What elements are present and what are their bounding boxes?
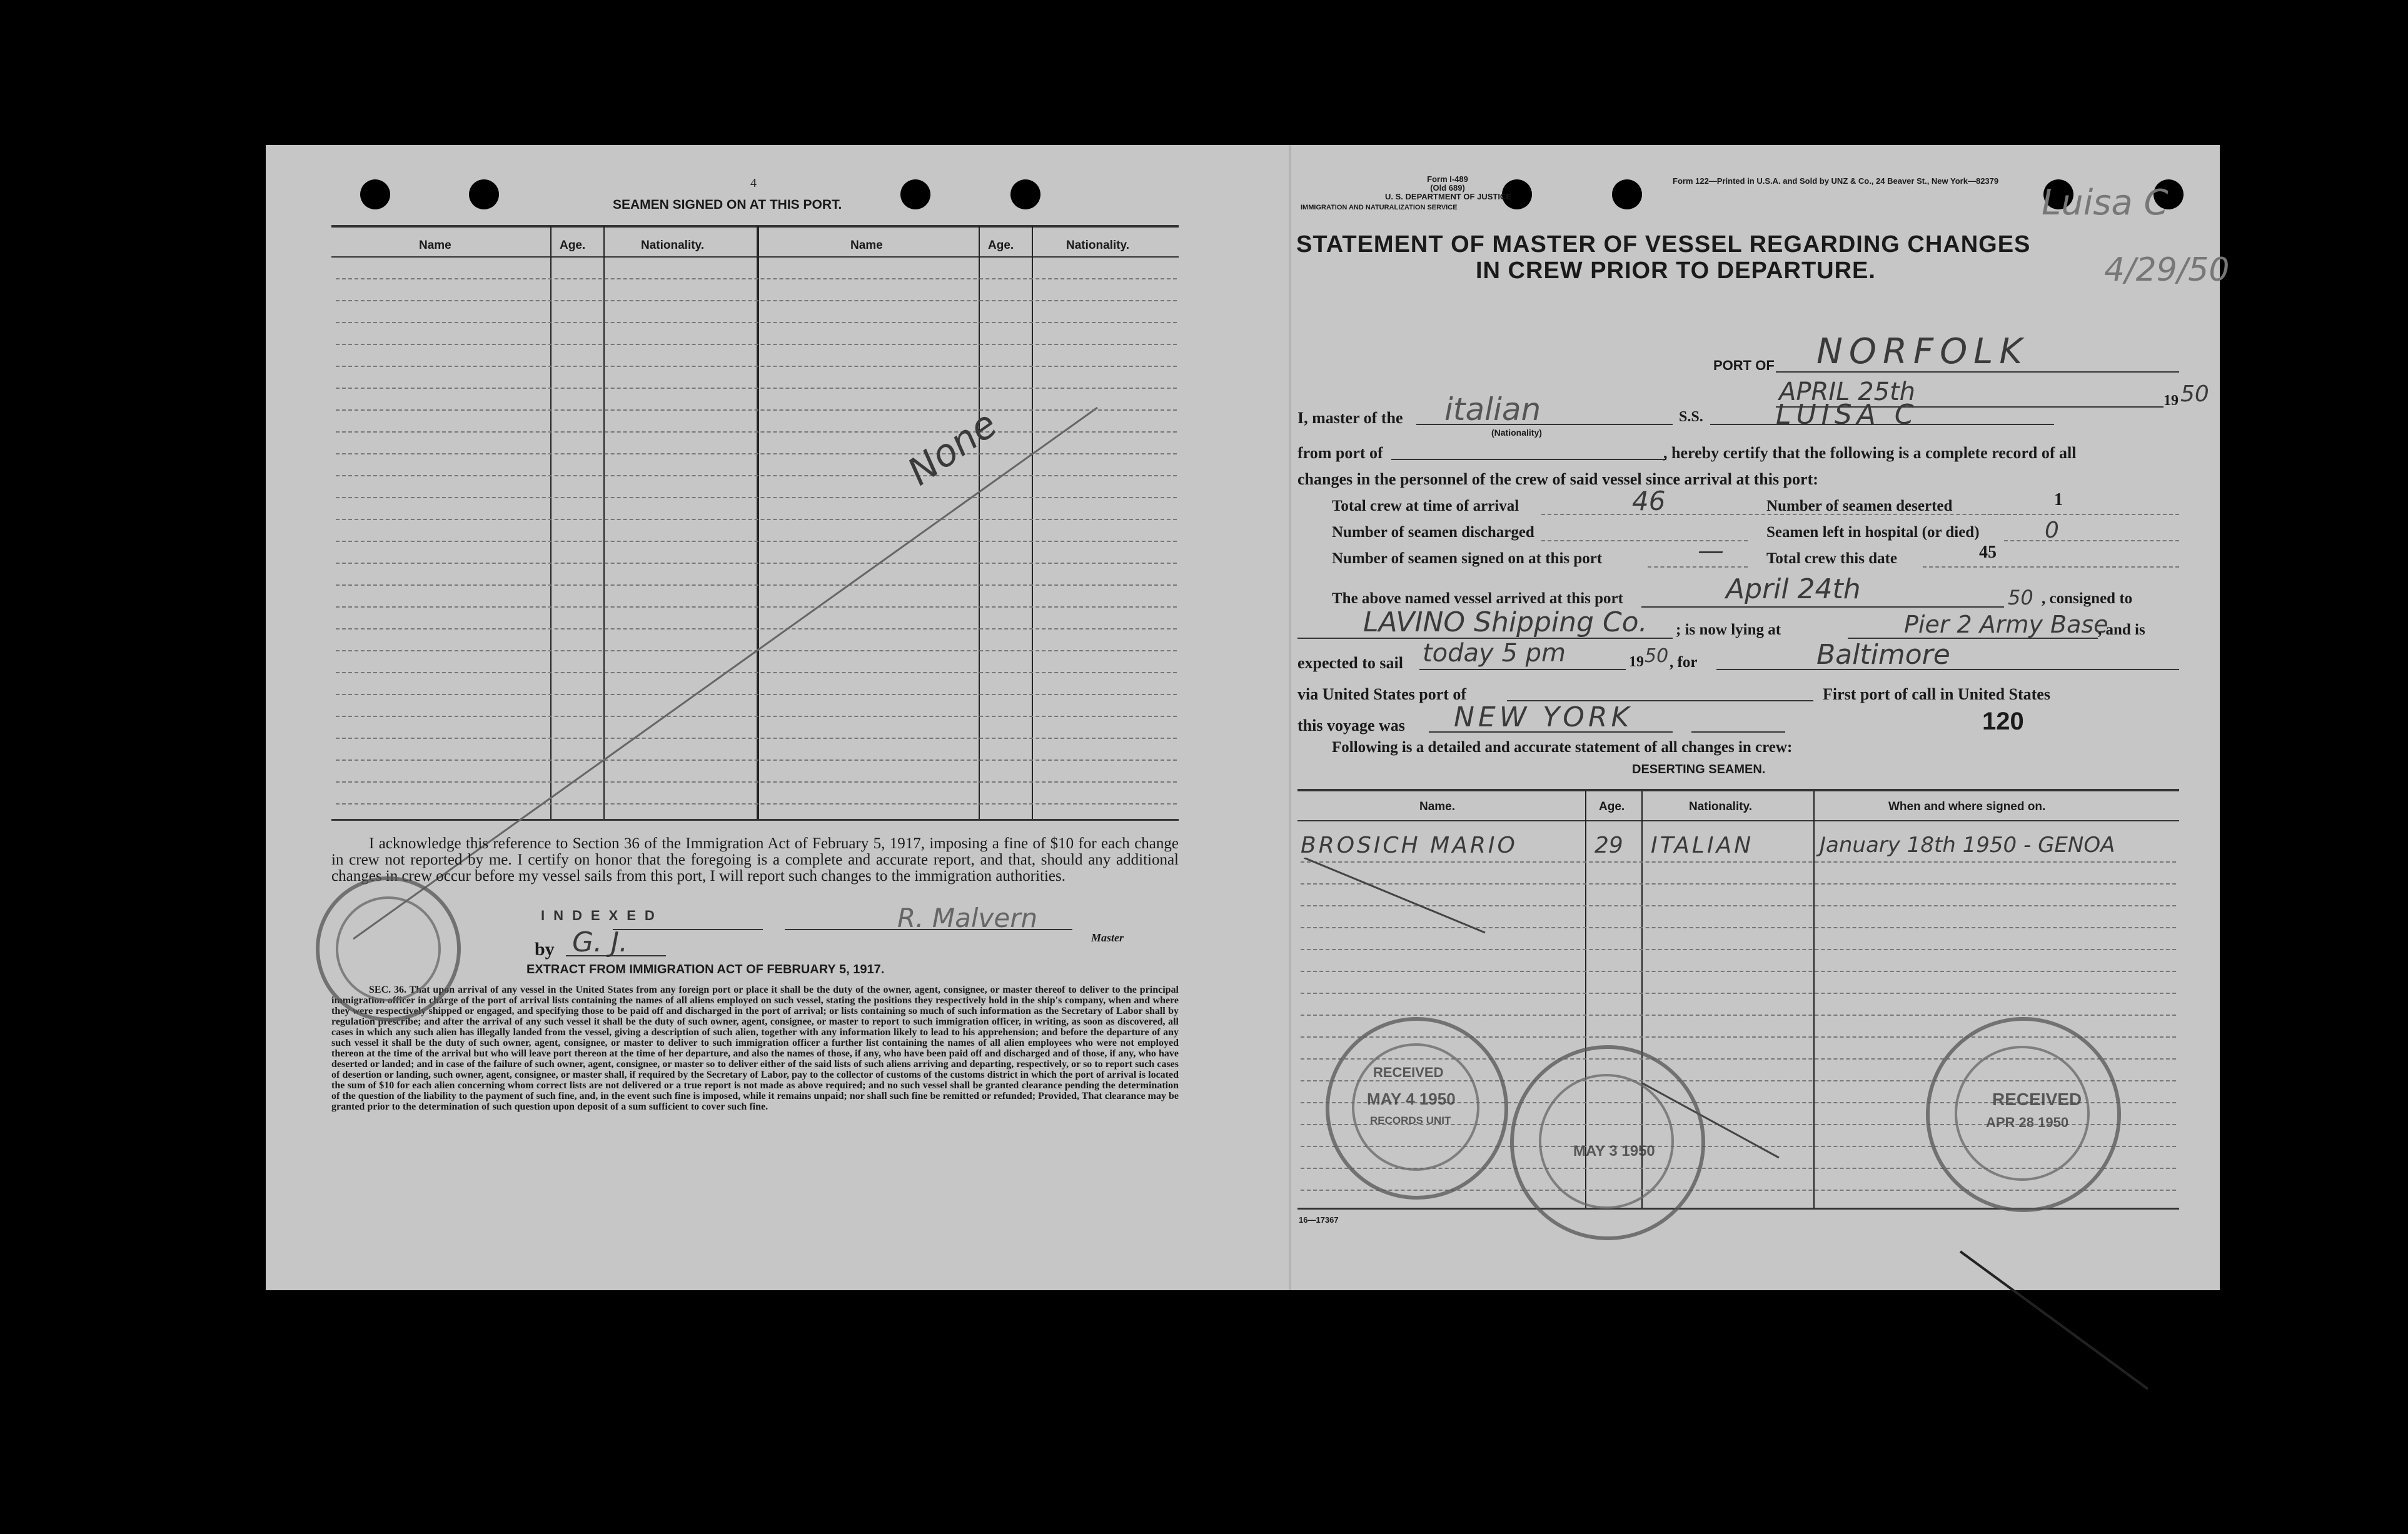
- voyage-value: NEW YORK: [1454, 701, 1633, 733]
- total-crew-date-value: 45: [1979, 543, 1997, 562]
- master-signature: R. Malvern: [897, 903, 1038, 933]
- signed-on-value: —: [1698, 535, 1724, 566]
- column-header: Age.: [988, 239, 1014, 252]
- postal-stamp: [316, 876, 461, 1021]
- expected-year: 50: [1645, 645, 1669, 667]
- column-header: Age.: [560, 239, 586, 252]
- ss-label: S.S.: [1679, 409, 1703, 425]
- expected-year-prefix: 19: [1629, 654, 1644, 670]
- indexed-stamp: INDEXED: [541, 908, 663, 923]
- deserting-title: DESERTING SEAMEN.: [1632, 763, 1766, 776]
- lying-label: ; is now lying at: [1676, 621, 1781, 638]
- and-is-label: , and is: [2098, 621, 2145, 638]
- column-header: Name.: [1419, 800, 1456, 813]
- form-subtitle: IN CREW PRIOR TO DEPARTURE.: [1476, 258, 1876, 284]
- form-title: STATEMENT OF MASTER OF VESSEL REGARDING CHANGES: [1296, 231, 2031, 258]
- arrived-label: The above named vessel arrived at this port: [1332, 590, 1623, 607]
- form-info: [1385, 175, 1510, 201]
- deserted-label: Number of seamen deserted: [1766, 498, 1953, 514]
- column-header: Age.: [1599, 800, 1625, 813]
- arrived-value: April 24th: [1726, 573, 1861, 605]
- punch-hole: [900, 179, 930, 209]
- stamp-unit-text: RECORDS UNIT: [1370, 1115, 1451, 1126]
- via-label: via United States port of: [1297, 685, 1467, 703]
- port-value: NORFOLK: [1816, 331, 2029, 372]
- year-value: 50: [2180, 381, 2209, 407]
- corner-handwriting: Luisa C: [2042, 183, 2169, 223]
- consigned-label: , consigned to: [2042, 590, 2133, 607]
- form-number: Form I-489: [1427, 174, 1468, 184]
- received-stamp: [1510, 1045, 1705, 1240]
- center-fold: [1289, 145, 1291, 1290]
- deserter-nationality: ITALIAN: [1651, 833, 1754, 858]
- stamp-date-text: MAY 4 1950: [1367, 1090, 1456, 1108]
- stamp-received-text: RECEIVED: [1373, 1065, 1444, 1080]
- discharged-label: Number of seamen discharged: [1332, 524, 1534, 541]
- extract-title: EXTRACT FROM IMMIGRATION ACT OF FEBRUARY 5, 1917.: [526, 963, 885, 976]
- hospital-label: Seamen left in hospital (or died): [1766, 524, 1980, 541]
- column-header: Name: [419, 239, 451, 252]
- from-port-label: from port of: [1297, 444, 1383, 462]
- stamp-date-text: APR 28 1950: [1986, 1115, 2069, 1130]
- column-header: Nationality.: [1689, 800, 1752, 813]
- deserter-age: 29: [1594, 833, 1623, 858]
- lying-value: Pier 2 Army Base: [1904, 611, 2108, 638]
- punch-hole: [1010, 179, 1040, 209]
- master-of-label: I, master of the: [1297, 409, 1403, 427]
- nationality-value: italian: [1444, 391, 1541, 428]
- voyage-label: this voyage was: [1297, 716, 1405, 734]
- total-crew-arrival-label: Total crew at time of arrival: [1332, 498, 1519, 514]
- extract-text: SEC. 36. That upon arrival of any vessel in the United States from any foreign port or place it shall be the duty of the owner, agent, consignee, or master thereof to deliver to the principal immigration officer in charge of the port of arrival lists containing the names of all aliens employed on such vessel, stating the positions they respectively hold in the ship's company, when and where they were respectively shipped or engaged, and specifying those to be paid off and discharged in the port of arrival; or lists containing so much of such information as the Secretary of Labor shall by regulation prescribe; and after the arrival of any such vessel it shall be the duty of such owner, agent, consignee, or master to report to such immigration officer, in writing, as soon as discovered, all cases in which any such alien has illegally landed from the vessel, giving a description of such alien, together with any information likely to lead to his apprehension; and before the departure of any such vessel it shall be the duty of such owner, agent, consignee, or master to deliver to such immigration officer a further list containing the names of all alien employees who were not employed thereon at the time of the arrival but who will leave port thereon at the time of her departure, and also the names of those, if any, who have been paid off and discharged and of those, if any, who have deserted or landed; and in case of the failure of such owner, agent, consignee, or master so to deliver either of the said lists of such aliens arriving and departing, respectively, or so to report such cases of desertion or landing, such owner, agent, consignee, or master shall, if required by the Secretary of Labor, pay to the collector of customs of the customs district in which the port of arrival is located the sum of $10 for each alien concerning whom correct lists are not delivered or a true report is not made as above required; and no such vessel shall be granted clearance pending the determination of the question of the liability to the payment of such fine, and, in the event such fine is imposed, while it remains unpaid; nor shall such fine be remitted or refunded; Provided, That clearance may be granted prior to the determination of such question upon deposit of a sum sufficient to cover such fine.: [331, 985, 1179, 1112]
- arrived-year: 50: [2008, 586, 2033, 609]
- service-name: IMMIGRATION AND NATURALIZATION SERVICE: [1301, 204, 1458, 211]
- column-header: Nationality.: [641, 239, 704, 252]
- date-value: APRIL 25th: [1779, 378, 1916, 406]
- punch-hole: [469, 179, 499, 209]
- document-sheet: [266, 145, 2230, 1290]
- nationality-caption: (Nationality): [1491, 428, 1542, 438]
- signed-on-label: Number of seamen signed on at this port: [1332, 550, 1603, 567]
- year-prefix: 19: [2164, 393, 2179, 409]
- column-header: When and where signed on.: [1888, 800, 2046, 813]
- punch-hole: [360, 179, 390, 209]
- consignee-value: LAVINO Shipping Co.: [1363, 606, 1648, 638]
- ship-value: LUISA C: [1776, 399, 1919, 431]
- deserter-name: BROSICH MARIO: [1301, 833, 1518, 858]
- total-crew-date-label: Total crew this date: [1766, 550, 1898, 567]
- department-name: U. S. DEPARTMENT OF JUSTICE: [1385, 192, 1511, 201]
- stamp-received-text: RECEIVED: [1992, 1090, 2082, 1109]
- footer-code: 16—17367: [1299, 1215, 1339, 1225]
- column-header: Name: [850, 239, 883, 252]
- port-label: PORT OF: [1713, 358, 1775, 373]
- certify-text: , hereby certify that the following is a complete record of all: [1663, 444, 2077, 462]
- punch-hole: [1612, 179, 1642, 209]
- printer-note: Form 122—Printed in U.S.A. and Sold by UNZ & Co., 24 Beaver St., New York—82379: [1673, 176, 1999, 186]
- for-value: Baltimore: [1816, 639, 1950, 671]
- by-initials: G. J.: [572, 926, 628, 958]
- acknowledgement-text: I acknowledge this reference to Section 36 of the Immigration Act of February 5, 1917, imposing a fine of $10 for each change in crew not reported by me. I certify on honor that the foregoing is a complete and accurate report, and that, should any additional changes in crew occur before my vessel sails from this port, I will report such changes to the immigration authorities.: [331, 835, 1179, 885]
- hospital-value: 0: [2045, 518, 2059, 543]
- section-title: SEAMEN SIGNED ON AT THIS PORT.: [613, 198, 842, 212]
- total-crew-arrival-value: 46: [1632, 486, 1666, 516]
- stamp-number: 120: [1982, 708, 2024, 735]
- stamp-date-text: MAY 3 1950: [1573, 1143, 1655, 1160]
- column-header: Nationality.: [1066, 239, 1129, 252]
- old-form-number: (Old 689): [1430, 183, 1465, 193]
- for-label: , for: [1670, 654, 1698, 671]
- expected-value: today 5 pm: [1423, 639, 1566, 668]
- deserter-signed-on: January 18th 1950 - GENOA: [1820, 833, 2115, 858]
- by-label: by: [535, 939, 555, 960]
- page-number: 4: [750, 176, 757, 190]
- deserted-value: 1: [2054, 490, 2063, 509]
- received-stamp: [1926, 1017, 2121, 1212]
- received-stamp: [1326, 1017, 1508, 1200]
- changes-text: changes in the personnel of the crew of said vessel since arrival at this port:: [1297, 470, 1818, 488]
- expected-label: expected to sail: [1297, 654, 1403, 672]
- corner-date: 4/29/50: [2104, 251, 2230, 289]
- master-label: Master: [1091, 931, 1124, 944]
- cancel-mark: None: [900, 402, 1005, 494]
- following-text: Following is a detailed and accurate statement of all changes in crew:: [1332, 739, 1793, 756]
- first-port-label: First port of call in United States: [1823, 685, 2050, 703]
